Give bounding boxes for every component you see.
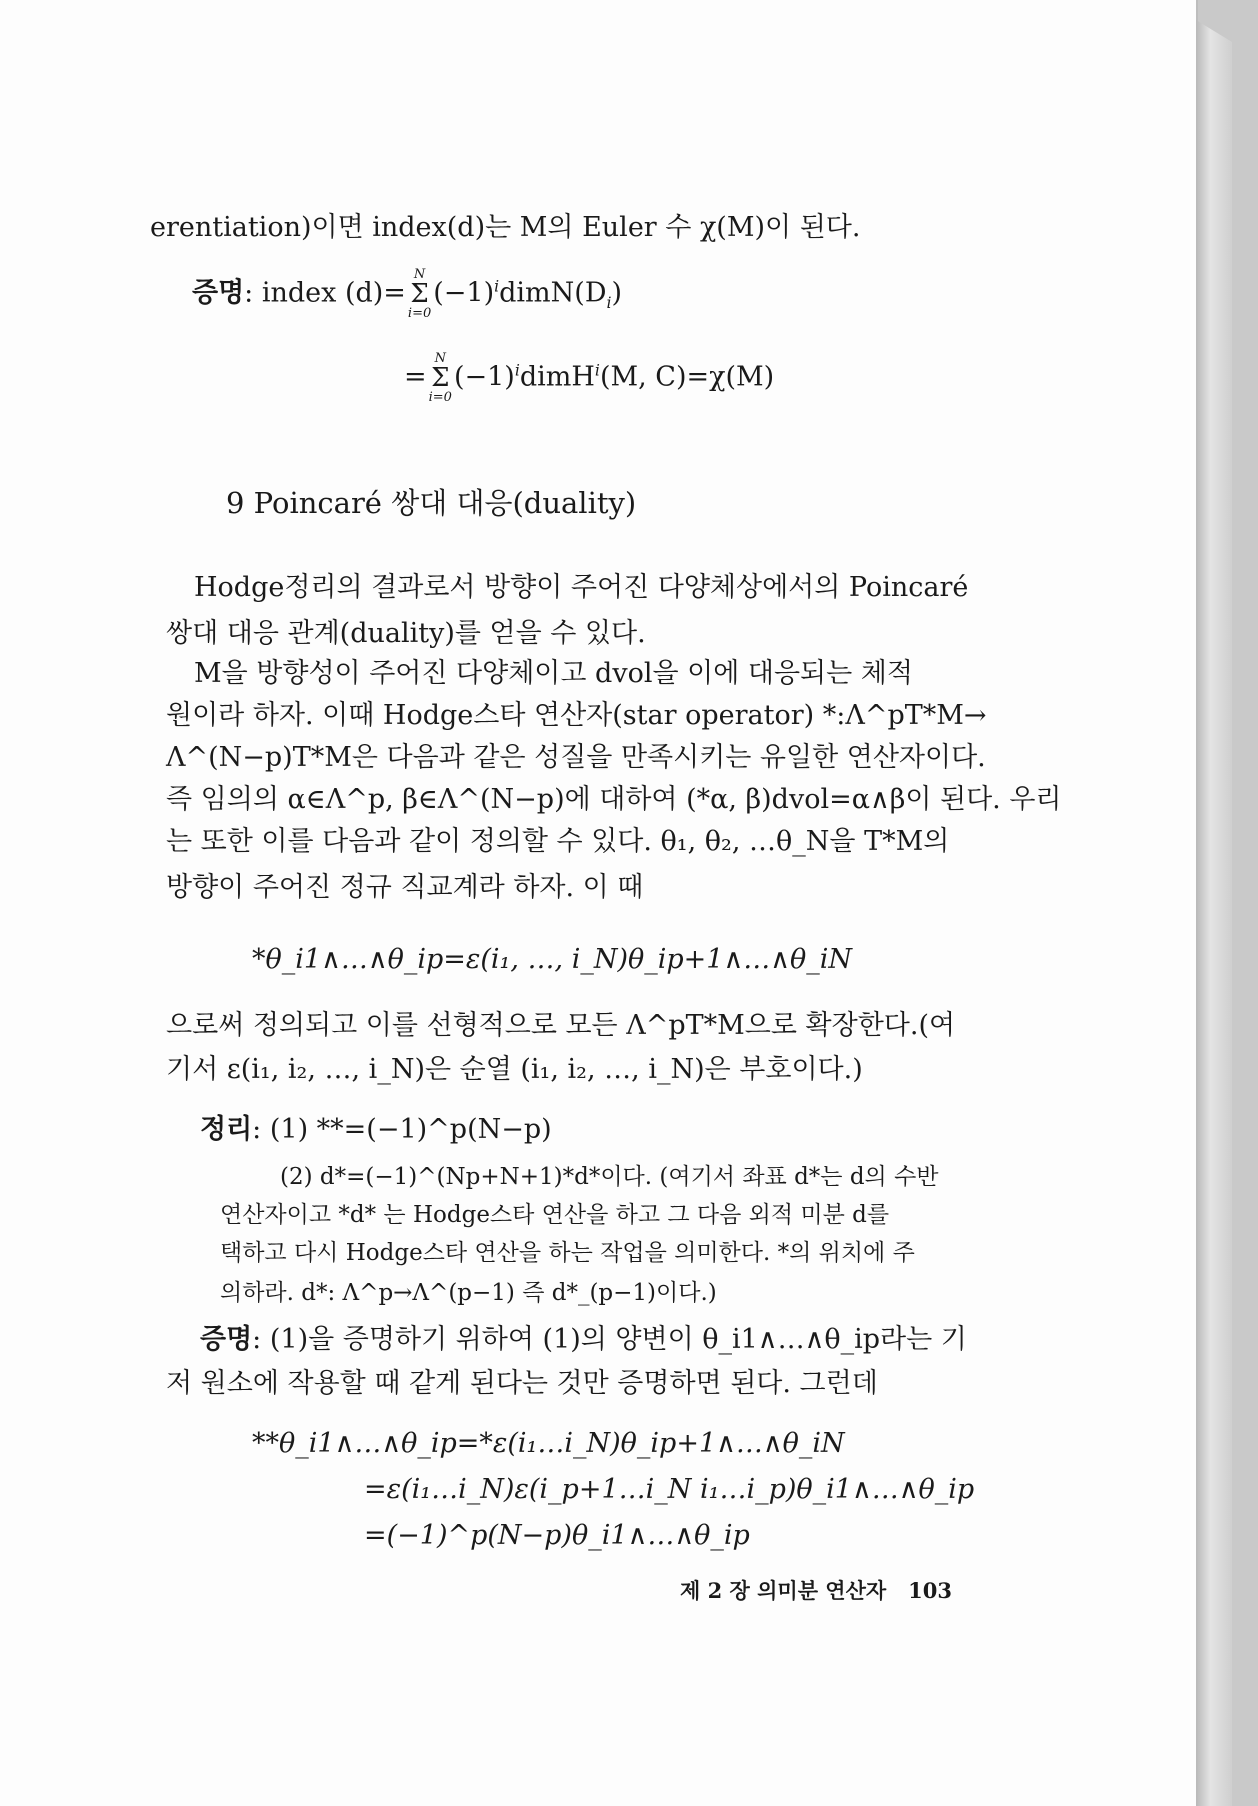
eq2-b: (−1) — [453, 361, 515, 393]
proof2-label: 증명 — [200, 1324, 253, 1355]
para2-line6: 방향이 주어진 정규 직교계라 하자. 이 때 — [166, 872, 644, 903]
para2-line3: Λ^(N−p)T*M은 다음과 같은 성질을 만족시키는 유일한 연산자이다. — [166, 742, 986, 773]
proof-expr-b: (−1) — [433, 277, 495, 309]
eq2-a: = — [404, 361, 427, 393]
sum-symbol: N Σ i=0 — [407, 267, 432, 321]
para1-line1: Hodge정리의 결과로서 방향이 주어진 다양체상에서의 Poincaré — [194, 572, 969, 603]
theorem-line1 — [200, 1114, 552, 1146]
equation-4: **θ_i1∧…∧θ_ip=*ε(i₁…i_N)θ_ip+1∧…∧θ_iN — [252, 1428, 845, 1459]
proof-label: 증명 — [192, 277, 245, 309]
proof2-text1: : (1)을 증명하기 위하여 (1)의 양변이 θ_i1∧…∧θ_ip라는 기 — [252, 1324, 967, 1355]
theorem-line2: (2) d*=(−1)^(Np+N+1)*d*이다. (여기서 좌표 d*는 d의 수반 — [280, 1164, 939, 1190]
proof-expr-d: ) — [611, 277, 623, 309]
text-line-1: erentiation)이면 index(d)는 M의 Euler 수 χ(M)이 된다. — [150, 212, 861, 243]
section-heading: 9 Poincaré 쌍대 대응(duality) — [226, 486, 637, 520]
theorem-1: : (1) **=(−1)^p(N−p) — [252, 1114, 552, 1145]
theorem-line5: 의하라. d*: Λ^p→Λ^(p−1) 즉 d*_(p−1)이다.) — [220, 1280, 717, 1306]
proof-formula-1: 증명: index (d)= N Σ i=0 $(-1)^idimN(D_i)$ — [192, 267, 623, 321]
para2-line1: M을 방향성이 주어진 다양체이고 dvol을 이에 대응되는 체적 — [194, 658, 913, 689]
footer-chapter — [680, 1578, 952, 1603]
theorem-label: 정리 — [200, 1114, 253, 1145]
theorem-line4: 택하고 다시 Hodge스타 연산을 하는 작업을 의미한다. *의 위치에 주 — [220, 1240, 915, 1266]
proof2-line2: 저 원소에 작용할 때 같게 된다는 것만 증명하면 된다. 그런데 — [166, 1368, 878, 1399]
chapter-title: 제 2 장 의미분 연산자 — [680, 1578, 887, 1603]
equation-6: =(−1)^p(N−p)θ_i1∧…∧θ_ip — [364, 1520, 750, 1551]
para2-line5: 는 또한 이를 다음과 같이 정의할 수 있다. θ₁, θ₂, …θ_N을 T*M의 — [166, 826, 950, 857]
proof-formula-2: = N Σ i=0 $(-1)^idimH^i(M$, C)=χ(M) — [404, 351, 775, 405]
eq2-d: (M, C)=χ(M) — [599, 361, 775, 393]
para2-line2: 원이라 하자. 이때 Hodge스타 연산자(star operator) *:Λ^pT*M→ — [166, 700, 987, 731]
equation-5: =ε(i₁…i_N)ε(i_p+1…i_N i₁…i_p)θ_i1∧…∧θ_ip — [364, 1474, 975, 1505]
para2-line4: 즉 임의의 α∈Λ^p, β∈Λ^(N−p)에 대하여 (*α, β)dvol=α∧β이 된다. 우리 — [166, 784, 1062, 815]
para1-line2: 쌍대 대응 관계(duality)를 얻을 수 있다. — [166, 618, 646, 649]
sum-symbol-2: N Σ i=0 — [428, 351, 452, 405]
para3-line2: 기서 ε(i₁, i₂, …, i_N)은 순열 (i₁, i₂, …, i_N)은 부호이다.) — [166, 1054, 863, 1085]
page-edge — [1196, 20, 1232, 1806]
theorem-line3: 연산자이고 *d* 는 Hodge스타 연산을 하고 그 다음 외적 미분 d를 — [220, 1202, 890, 1228]
para3-line1: 으로써 정의되고 이를 선형적으로 모든 Λ^pT*M으로 확장한다.(여 — [166, 1010, 956, 1041]
eq2-c: dimH — [519, 361, 595, 393]
equation-hodge-star: *θ_i1∧…∧θ_ip=ε(i₁, …, i_N)θ_ip+1∧…∧θ_iN — [252, 944, 853, 975]
proof-expr-c: dimN(D — [499, 277, 607, 309]
page-number: 103 — [908, 1578, 952, 1603]
proof-expr-a: : index (d)= — [244, 277, 406, 309]
proof2-line1 — [200, 1324, 967, 1356]
